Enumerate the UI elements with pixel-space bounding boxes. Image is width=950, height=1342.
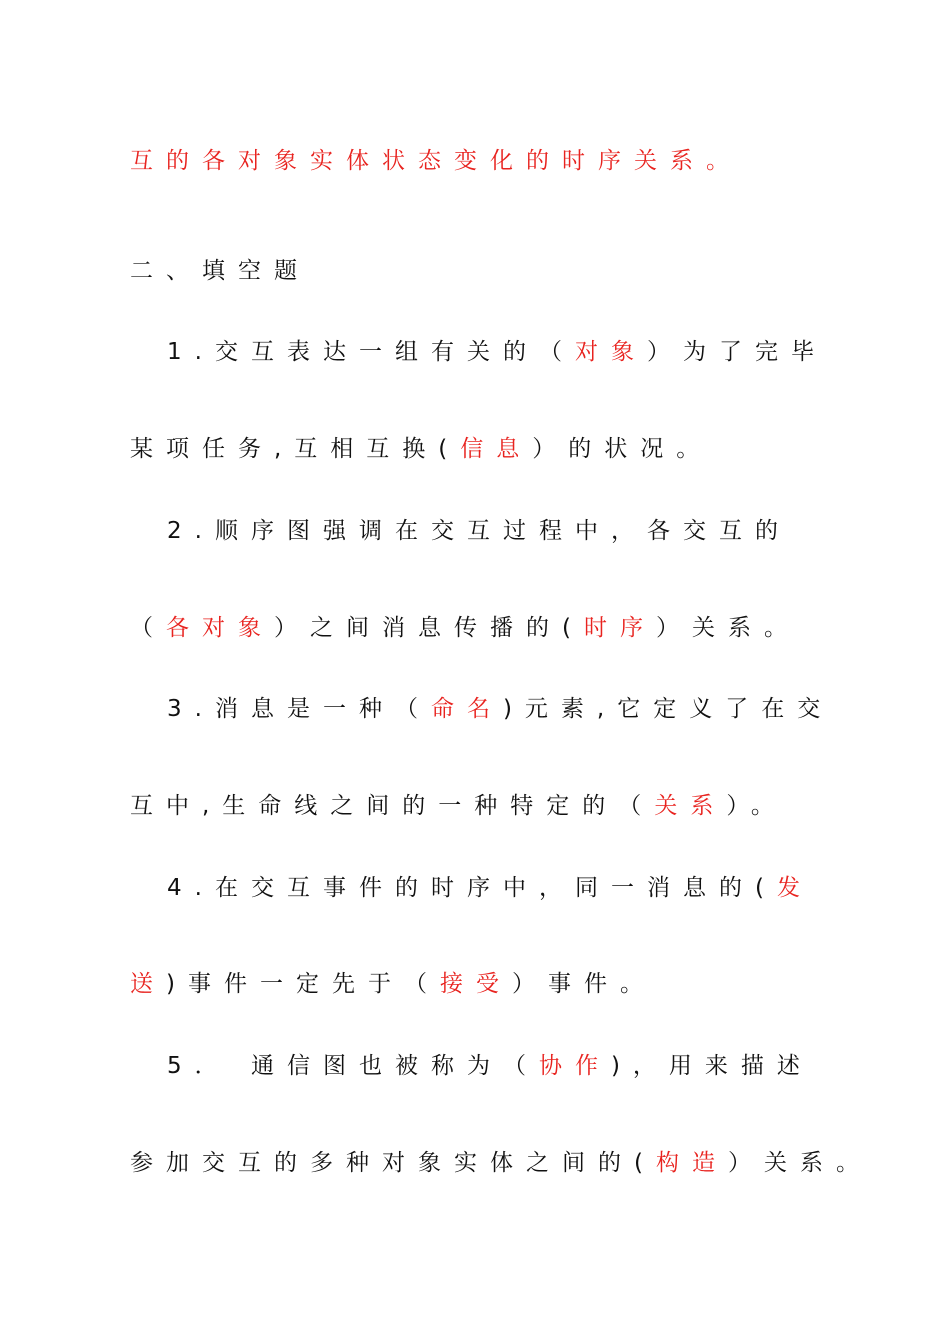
question-text: 交互表达一组有关的（ (214, 339, 575, 365)
question-text: （ (130, 615, 166, 641)
question-2-line-2 (130, 613, 800, 643)
question-text: )元素,它定义了在交 (502, 696, 834, 722)
question-number: 1. (167, 339, 215, 365)
question-2-line-1 (167, 516, 791, 546)
question-text: 互中,生命线之间的一种特定的（ (130, 793, 655, 819)
question-1-line-2 (130, 434, 712, 464)
question-text: 参加交互的多种对象实体之间的( (130, 1150, 656, 1176)
question-text: ）。 (726, 793, 787, 819)
question-text: ）为了完毕 (646, 339, 827, 365)
question-number: 5． (167, 1053, 231, 1079)
question-text: 某项任务,互相互换( (130, 436, 461, 462)
answer-blank: 构造 (655, 1150, 728, 1176)
continued-answer-line (130, 146, 742, 176)
answer-blank: 信息 (460, 436, 533, 462)
question-5-line-1 (167, 1051, 813, 1081)
answer-blank: 时序 (583, 615, 656, 641)
question-3-line-1 (167, 694, 833, 724)
question-text: 顺序图强调在交互过程中，各交互的 (214, 518, 791, 544)
question-text: ）事件。 (511, 971, 656, 997)
question-text: )事件一定先于（ (166, 971, 440, 997)
question-5-line-2 (130, 1148, 872, 1178)
question-3-line-2 (130, 791, 787, 821)
question-text: ）的状况。 (532, 436, 713, 462)
question-text: )，用来描述 (610, 1053, 813, 1079)
question-text: 通信图也被称为（ (230, 1053, 539, 1079)
question-text: ）关系。 (727, 1150, 872, 1176)
question-text: ）关系。 (655, 615, 800, 641)
question-4-line-2 (130, 969, 656, 999)
question-4-line-1 (167, 873, 813, 903)
answer-blank: 发 (776, 875, 813, 901)
question-text: ）之间消息传播的( (274, 615, 584, 641)
question-number: 4. (167, 875, 215, 901)
answer-text: 互的各对象实体状态变化的时序关系。 (130, 148, 742, 174)
question-text: 消息是一种（ (214, 696, 431, 722)
question-1-line-1 (167, 337, 827, 367)
answer-blank: 接受 (439, 971, 512, 997)
answer-blank: 各对象 (166, 615, 274, 641)
answer-blank: 送 (130, 971, 166, 997)
question-number: 3. (167, 696, 215, 722)
answer-blank: 协作 (538, 1053, 611, 1079)
answer-blank: 关系 (654, 793, 727, 819)
answer-blank: 对象 (574, 339, 647, 365)
question-number: 2. (167, 518, 215, 544)
section-heading: 二、填空题 (130, 258, 310, 284)
question-text: 在交互事件的时序中，同一消息的( (214, 875, 777, 901)
answer-blank: 命名 (430, 696, 503, 722)
